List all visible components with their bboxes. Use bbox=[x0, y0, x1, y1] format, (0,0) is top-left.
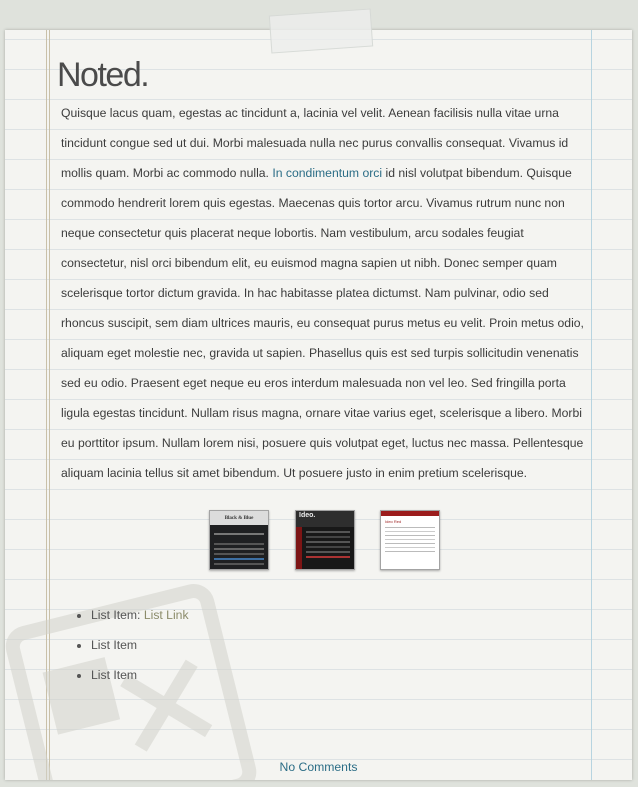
tape-decoration bbox=[269, 8, 373, 53]
notebook-paper bbox=[5, 30, 632, 780]
gallery-thumbnail-ideo-red[interactable]: Ideo Red bbox=[380, 510, 440, 570]
post-list bbox=[75, 600, 189, 690]
gallery-thumbnail-black-blue[interactable]: Black & Blue bbox=[209, 510, 269, 570]
right-margin-line bbox=[591, 30, 592, 780]
body-text-part1: Quisque lacus quam, egestas ac tincidunt a, lacinia vel velit. Aenean facilisis nulla vitae urna tincidunt congue sed ut dui. Morbi malesuada nulla nec purus convallis consequat. Vivamus id mollis quam. Morbi ac commodo nulla. bbox=[61, 106, 569, 180]
comments-link[interactable]: No Comments bbox=[279, 760, 358, 774]
post-title: Noted. bbox=[57, 56, 149, 94]
body-text-part2: id nisl volutpat bibendum. Quisque commodo hendrerit lorem quis egestas. Maecenas quis tortor arcu. Vivamus rutrum nunc non neque consectetur quis placerat neque lobortis. Nam vestibulum, arcu sodales feugiat consectetur, nisl orci bibendum elit, eu euismod magna sapien ut nibh. Donec semper quam scelerisque tortor dictum gravida. In hac habitasse platea dictumst. Nam pulvinar, odio sed rhoncus suscipit, sem diam ultrices mauris, eu consequat purus metus eu velit. Proin metus odio, aliquam eget molestie nec, gravida ut sapien. Phasellus quis est sed turpis sollicitudin venenatis sed eu odio. Praesent eget neque eu eros interdum malesuada non vel leo. Sed fringilla porta ligula egestas tincidunt. Nullam risus magna, ornare vitae varius eget, scelerisque a libero. Morbi eu porttitor ipsum. Nullam lorem nisi, posuere quis volutpat eget, luctus nec massa. Pellentesque aliquam lacinia tellus sit amet bibendum. Ut posuere justo in enim pretium scelerisque. bbox=[61, 166, 584, 480]
list-item: • List Item bbox=[91, 660, 189, 690]
list-link[interactable]: List Link bbox=[143, 608, 189, 622]
gallery-thumbnail-ideo[interactable]: Ideo. bbox=[295, 510, 355, 570]
list-item: • List Item bbox=[91, 630, 189, 660]
post-body bbox=[61, 98, 591, 488]
inline-link[interactable]: In condimentum orci bbox=[272, 166, 383, 180]
list-item: • List Item: List Link bbox=[91, 600, 189, 630]
